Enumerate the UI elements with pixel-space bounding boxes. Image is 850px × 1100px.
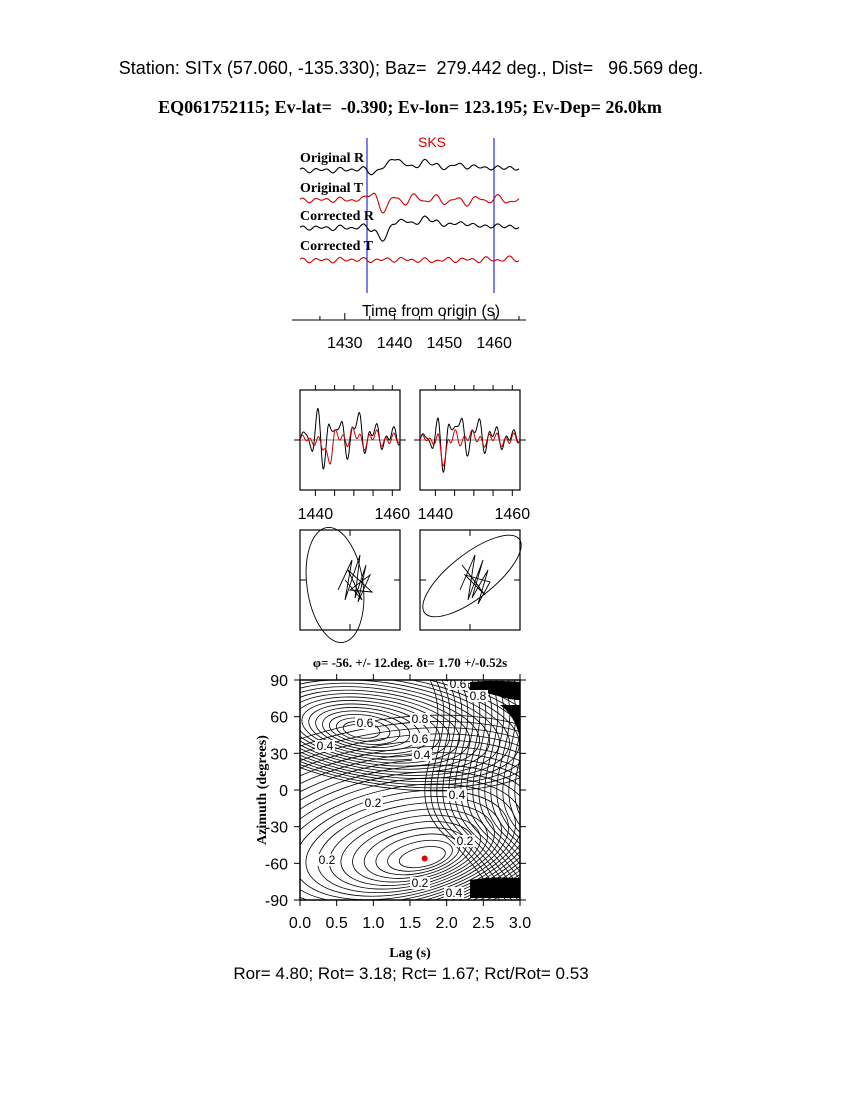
contour-label: 0.2 (456, 834, 474, 848)
contour-label: 0.4 (448, 788, 466, 802)
trace-label-original-t: Original T (300, 181, 364, 196)
overlay-tick-label: 1440 (297, 506, 334, 523)
lag-tick-label: 0.0 (288, 915, 312, 932)
phase-label: SKS (417, 134, 447, 150)
azimuth-tick-label: -60 (264, 856, 288, 874)
lag-tick-label: 1.0 (362, 915, 385, 932)
overlay-after-traces (420, 418, 520, 472)
contour-label: 0.6 (449, 677, 467, 691)
time-tick-label: 1450 (426, 335, 463, 352)
contour-label: 0.8 (411, 712, 429, 726)
overlay-before-traces (300, 409, 400, 469)
azimuth-axis-label: Azimuth (degrees) (255, 735, 270, 845)
azimuth-tick-label: -30 (264, 819, 288, 837)
contour-label: 0.4 (316, 739, 334, 753)
contour-label: 0.2 (411, 876, 429, 890)
azimuth-tick-label: -90 (264, 893, 288, 910)
time-tick-label: 1440 (376, 335, 413, 352)
lag-tick-label: 2.5 (472, 915, 495, 932)
azimuth-tick-label: 30 (270, 746, 288, 764)
lag-tick-label: 3.0 (508, 915, 532, 932)
overlay-axis-ticks (294, 385, 530, 523)
overlay-panels (294, 385, 530, 523)
energy-grid-panel (133, 644, 613, 979)
trace-label-corrected-t: Corrected T (300, 239, 373, 254)
contour-label: 0.2 (318, 853, 336, 867)
contour-label: 0.6 (411, 732, 429, 746)
time-tick-label: 1430 (326, 335, 363, 352)
trace-label-original-r: Original R (300, 151, 365, 166)
overlay-tick-label: 1460 (494, 506, 531, 523)
seismogram-panel (292, 134, 526, 352)
event-info: EQ061752115; Ev-lat= -0.390; Ev-lon= 123.195; Ev-Dep= 26.0km (158, 97, 662, 117)
contour-label: 0.4 (445, 886, 463, 900)
lag-tick-label: 2.0 (435, 915, 458, 932)
splitting-parameters-title: φ= -56. +/- 12.deg. δt= 1.70 +/-0.52s (312, 655, 508, 670)
best-fit-marker (422, 855, 428, 861)
contour-label: 0.8 (469, 689, 487, 703)
overlay-tick-label: 1460 (374, 506, 411, 523)
ratio-summary: Ror= 4.80; Rot= 3.18; Rct= 1.67; Rct/Rot= 0.53 (233, 964, 589, 983)
contour-label: 0.4 (413, 748, 431, 762)
azimuth-tick-label: 90 (270, 673, 288, 690)
overlay-tick-label: 1440 (417, 506, 454, 523)
particle-motion-after-curve (411, 522, 533, 631)
azimuth-tick-label: 0 (279, 783, 288, 800)
particle-motion-before-curve (299, 524, 372, 647)
particle-motion-before-frame (300, 530, 400, 630)
particle-motion-panels (299, 522, 533, 647)
azimuth-tick-label: 60 (270, 709, 288, 727)
time-tick-label: 1460 (476, 335, 512, 352)
station-info: Station: SITx (57.060, -135.330); Baz= 279.442 deg., Dist= 96.569 deg. (118, 58, 704, 78)
overlay-trace-1 (420, 418, 520, 472)
lag-axis-label: Lag (s) (389, 946, 431, 961)
contour-label: 0.2 (364, 796, 382, 810)
seismogram-trace-4 (300, 256, 519, 263)
lag-tick-label: 0.5 (325, 915, 348, 932)
trace-label-corrected-r: Corrected R (300, 209, 374, 224)
contour-label: 0.6 (356, 716, 374, 730)
time-axis-label: Time from origin (s) (361, 303, 501, 320)
lag-tick-label: 1.5 (398, 915, 422, 932)
